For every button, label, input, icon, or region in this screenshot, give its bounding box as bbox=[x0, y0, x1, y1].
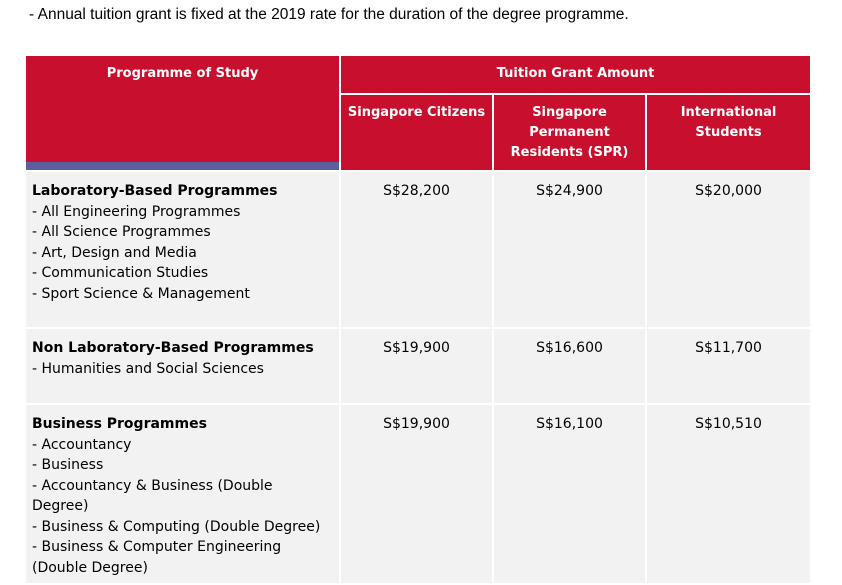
intro-note: - Annual tuition grant is fixed at the 2019 rate for the duration of the degree programme. bbox=[29, 6, 629, 23]
programme-item: - Communication Studies bbox=[32, 265, 209, 281]
header-stripe bbox=[26, 162, 339, 170]
header-international-students: International Students bbox=[646, 94, 810, 171]
programme-title: Business Programmes bbox=[32, 416, 207, 432]
programme-title: Non Laboratory-Based Programmes bbox=[32, 340, 314, 356]
citizen-grant-value: S$28,200 bbox=[340, 171, 493, 328]
header-programme-label: Programme of Study bbox=[106, 66, 259, 81]
table-row bbox=[26, 328, 810, 404]
programme-item: - Humanities and Social Sciences bbox=[32, 360, 264, 377]
international-grant-value: S$10,510 bbox=[646, 404, 810, 584]
citizen-grant-value: S$19,900 bbox=[340, 404, 493, 584]
programme-cell bbox=[26, 404, 340, 584]
table-row bbox=[26, 404, 810, 584]
programme-item: - Business & Computing (Double Degree) bbox=[32, 518, 321, 535]
spr-grant-value: S$16,600 bbox=[493, 328, 646, 404]
tuition-grant-table bbox=[26, 56, 810, 585]
programme-item: - Accountancy & Business (Double Degree) bbox=[32, 477, 273, 514]
header-tuition-grant-amount: Tuition Grant Amount bbox=[340, 56, 810, 94]
programme-cell bbox=[26, 171, 340, 328]
programme-item: - Art, Design and Media bbox=[32, 244, 197, 261]
header-singapore-pr: Singapore Permanent Residents (SPR) bbox=[493, 94, 646, 171]
programme-cell bbox=[26, 328, 340, 404]
spr-grant-value: S$24,900 bbox=[493, 171, 646, 328]
programme-title: Laboratory-Based Programmes bbox=[32, 183, 278, 199]
table-row bbox=[26, 171, 810, 328]
programme-item: - Business & Computer Engineering (Double Degree) bbox=[32, 539, 282, 576]
programme-item: - Accountancy bbox=[32, 436, 132, 453]
international-grant-value: S$11,700 bbox=[646, 328, 810, 404]
header-singapore-citizens: Singapore Citizens bbox=[340, 94, 493, 171]
programme-item: - Sport Science & Management bbox=[32, 285, 250, 302]
header-programme-of-study bbox=[26, 56, 340, 171]
programme-item: - All Engineering Programmes bbox=[32, 203, 241, 220]
citizen-grant-value: S$19,900 bbox=[340, 328, 493, 404]
spr-grant-value: S$16,100 bbox=[493, 404, 646, 584]
programme-item: - Business bbox=[32, 457, 104, 473]
programme-item: - All Science Programmes bbox=[32, 224, 211, 240]
international-grant-value: S$20,000 bbox=[646, 171, 810, 328]
